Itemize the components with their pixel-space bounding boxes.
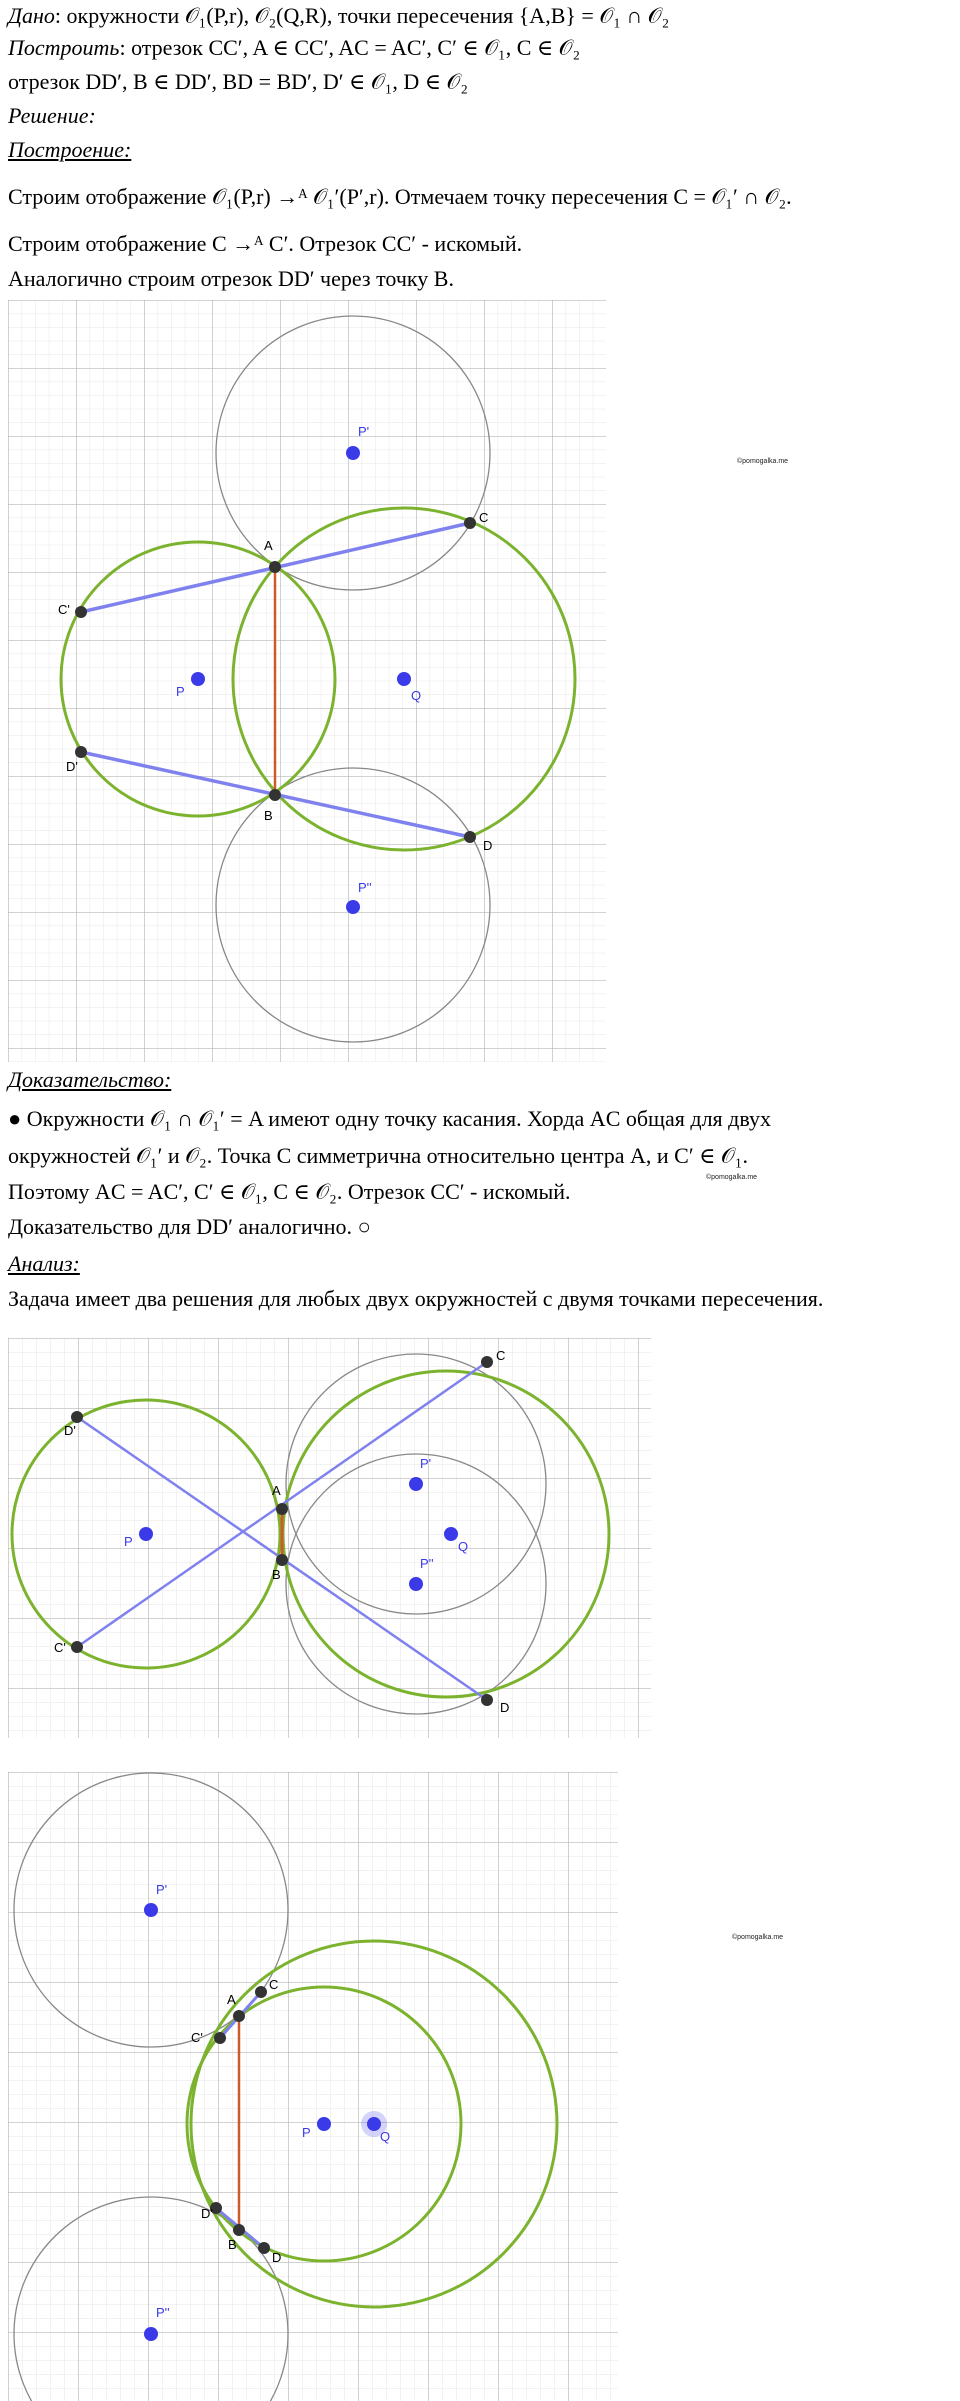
point-d: [258, 2242, 270, 2254]
solution-heading: Решение:: [8, 103, 96, 128]
watermark-2: ©pomogalka.me: [706, 1174, 758, 1181]
step-2: Строим отображение C →ᴬ C′. Отрезок CC′ - искомый.: [8, 231, 523, 256]
label-p: P: [302, 2125, 311, 2140]
label-d: D: [500, 1700, 510, 1715]
point-d: [481, 1694, 493, 1706]
point-c1: [214, 2032, 226, 2044]
proof-heading: Доказательство:: [8, 1067, 172, 1092]
given-label: Дано: [8, 3, 55, 28]
construct-line-2: отрезок DD′, B ∈ DD′, BD = BD′, D′ ∈ 𝒪₁, D ∈ 𝒪₂: [8, 69, 469, 94]
point-p2: [346, 900, 360, 914]
label-c: C: [496, 1348, 506, 1363]
proof-line-3: Поэтому AC = AC′, C′ ∈ 𝒪₁, C ∈ 𝒪₂. Отрезок CC′ - искомый.: [8, 1179, 571, 1204]
point-p: [191, 672, 205, 686]
point-q: [367, 2117, 381, 2131]
point-p1: [409, 1477, 423, 1491]
point-c: [481, 1356, 493, 1368]
point-d1: [71, 1411, 83, 1423]
label-p2: P'': [358, 880, 372, 895]
point-p1: [346, 446, 360, 460]
construct-line: [8, 34, 580, 62]
label-b: B: [272, 1567, 281, 1582]
label-d1: D': [66, 759, 78, 774]
proof-line-2: окружностей 𝒪₁′ и 𝒪₂. Точка C симметрична относительно центра A, и C′ ∈ 𝒪₁.: [8, 1143, 748, 1168]
construct-label: Построить: [8, 35, 120, 60]
point-a: [233, 2010, 245, 2022]
label-d: D: [483, 838, 493, 853]
label-b: B: [228, 2237, 237, 2252]
point-b: [276, 1554, 288, 1566]
point-p: [139, 1527, 153, 1541]
point-c: [464, 517, 476, 529]
label-p1: P': [420, 1456, 432, 1471]
label-a: A: [227, 1992, 236, 2007]
point-d: [464, 831, 476, 843]
grid-background: [8, 1338, 651, 1738]
point-b: [269, 789, 281, 801]
point-d1: [75, 746, 87, 758]
label-p: P: [124, 1534, 133, 1549]
point-a: [276, 1503, 288, 1515]
label-a: A: [264, 538, 273, 553]
point-q: [444, 1527, 458, 1541]
label-q: Q: [380, 2129, 391, 2144]
construction-heading: Построение:: [8, 137, 132, 162]
construct-text: : отрезок CC′, A ∈ CC′, AC = AC′, C′ ∈ 𝒪₁, C ∈ 𝒪₂: [119, 35, 581, 60]
label-p: P: [176, 684, 185, 699]
analysis-heading: Анализ:: [8, 1251, 80, 1276]
figure-3: [8, 1772, 618, 2401]
proof-line-1: ● Окружности 𝒪₁ ∩ 𝒪₁′ = A имеют одну точку касания. Хорда AC общая для двух: [8, 1106, 772, 1131]
label-q: Q: [411, 688, 422, 703]
point-p1: [144, 1903, 158, 1917]
label-d1: D': [201, 2206, 213, 2221]
label-p2: P'': [420, 1556, 434, 1571]
given-text: : окружности 𝒪₁(P,r), 𝒪₂(Q,R), точки пересечения {A,B} = 𝒪₁ ∩ 𝒪₂: [54, 3, 670, 28]
watermark-3: ©pomogalka.me: [732, 1934, 784, 1941]
point-p: [317, 2117, 331, 2131]
point-a: [269, 561, 281, 573]
grid-background: [8, 300, 606, 1062]
figure-1: [8, 300, 606, 1062]
label-c1: C': [191, 2030, 203, 2045]
point-q: [397, 672, 411, 686]
point-p2: [144, 2327, 158, 2341]
figure-2: [8, 1338, 651, 1738]
proof-line-4: Доказательство для DD′ аналогично. ○: [8, 1214, 371, 1239]
step-3: Аналогично строим отрезок DD′ через точку B.: [8, 266, 454, 291]
point-b: [233, 2224, 245, 2236]
label-a: A: [272, 1483, 281, 1498]
label-p2: P'': [156, 2305, 170, 2320]
point-p2: [409, 1577, 423, 1591]
label-c: C: [269, 1977, 279, 1992]
analysis-text: Задача имеет два решения для любых двух окружностей с двумя точками пересечения.: [8, 1286, 824, 1311]
label-d1: D': [64, 1423, 76, 1438]
step-1: Строим отображение 𝒪₁(P,r) →ᴬ 𝒪₁′(P′,r). Отмечаем точку пересечения C = 𝒪₁′ ∩ 𝒪₂.: [8, 184, 792, 209]
label-p1: P': [156, 1882, 168, 1897]
given-line: [8, 2, 669, 30]
grid-background: [8, 1772, 618, 2401]
label-q: Q: [458, 1539, 469, 1554]
watermark-1: ©pomogalka.me: [737, 458, 789, 465]
label-c1: C': [58, 602, 70, 617]
point-c1: [71, 1641, 83, 1653]
label-p1: P': [358, 424, 370, 439]
point-c1: [75, 606, 87, 618]
label-d: D: [272, 2250, 282, 2265]
point-c: [255, 1986, 267, 1998]
label-b: B: [264, 808, 273, 823]
label-c1: C': [54, 1640, 66, 1655]
label-c: C: [479, 510, 489, 525]
